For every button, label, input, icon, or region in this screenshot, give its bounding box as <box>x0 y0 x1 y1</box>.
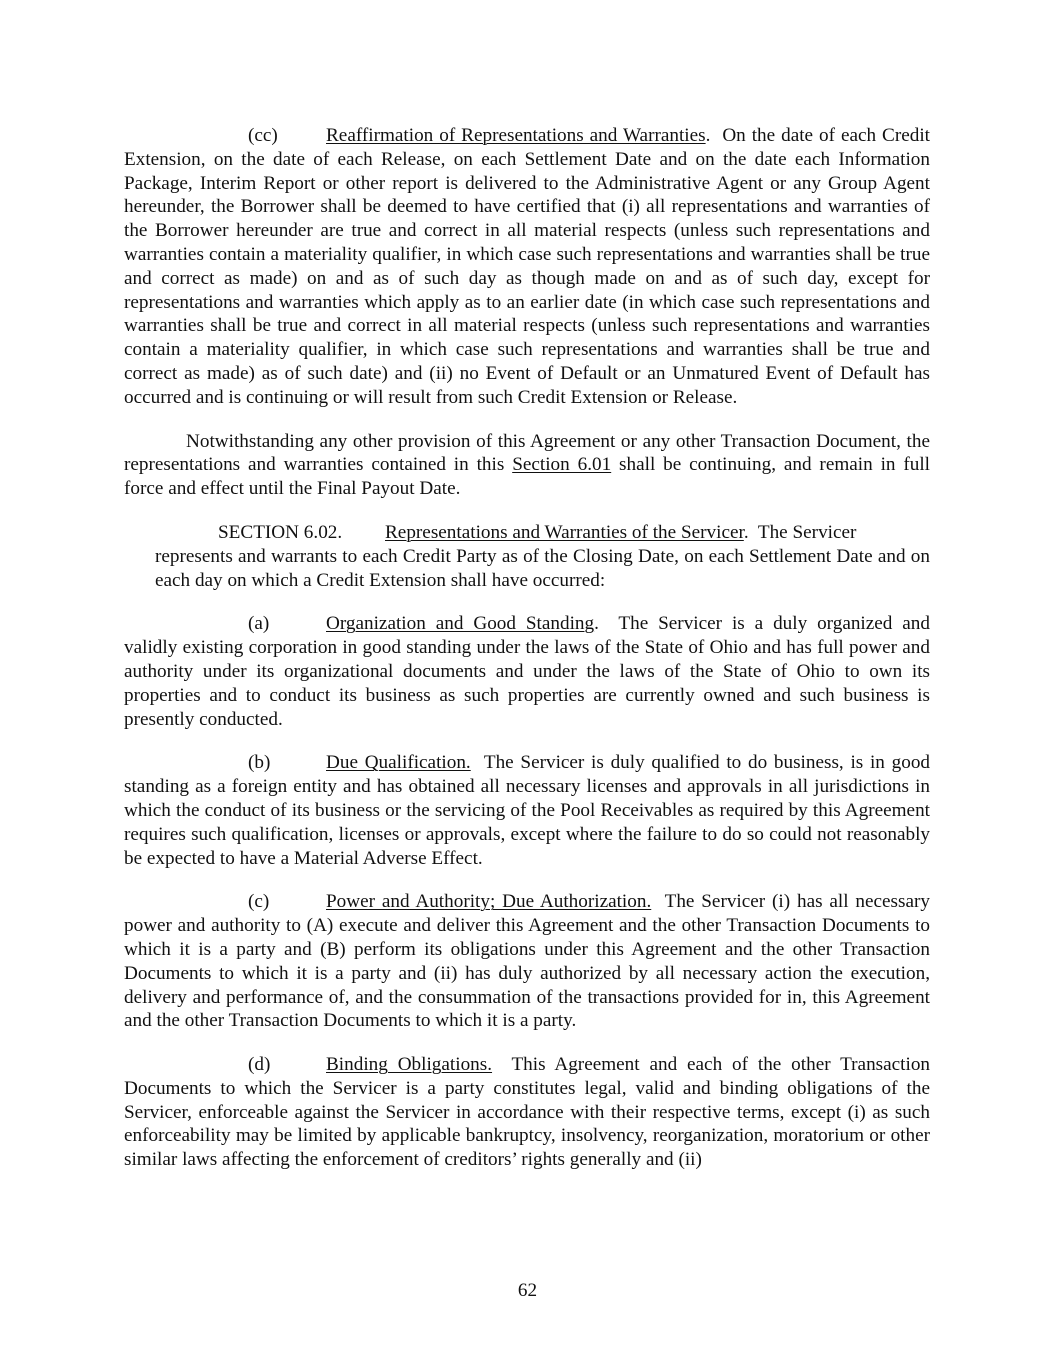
paragraph-b <box>124 751 930 870</box>
section-6-02 <box>124 521 930 592</box>
clause-label: (cc) <box>248 125 278 146</box>
clause-heading-punct: . <box>705 125 711 146</box>
paragraph-a <box>124 612 930 731</box>
clause-label: (b) <box>248 752 271 774</box>
clause-body: The Servicer (i) has all necessary power and authority to (A) execute and deliver this Agreement and the other Transaction Documents to which it is a party and (B) perform its obligations under this Agreement and the other Transaction Documents to which it is a party and (ii) has duly authorized by all necessary action the execution, delivery and performance of, and the consummation of the transactions provided for in, this Agreement and the other Transaction Documents to which it is a party. <box>124 891 930 1032</box>
paragraph-text-after: shall be continuing, and remain in full force and effect until the Final Payout Date. <box>124 454 930 500</box>
clause-label: (d) <box>248 1054 271 1076</box>
clause-heading: Reaffirmation of Representations and Warranties <box>326 125 706 146</box>
section-heading-punct: . <box>743 521 749 543</box>
clause-heading: Power and Authority; Due Authorization. <box>326 891 652 913</box>
page-number: 62 <box>517 1280 538 1301</box>
section-first-words: The Servicer <box>757 521 857 543</box>
section-body: represents and warrants to each Credit Party as of the Closing Date, on each Settlement Date and on each day on which a Credit Extension shall have occurred: <box>155 545 930 591</box>
section-heading-line <box>124 521 930 545</box>
clause-heading: Due Qualification. <box>326 752 471 774</box>
clause-label: (c) <box>248 891 270 913</box>
paragraph-text-before: Notwithstanding any other provision of this Agreement or any other Transaction Document, the representations and warranties contained in this <box>124 430 930 476</box>
section-reference-link: Section 6.01 <box>512 454 612 476</box>
clause-heading: Binding Obligations. <box>326 1054 493 1076</box>
clause-heading: Organization and Good Standing <box>326 613 595 635</box>
clause-label: (a) <box>248 613 270 635</box>
clause-body: The Servicer is a duly organized and validly existing corporation in good standing under the laws of the State of Ohio and has full power and authority under its organizational documents and under the laws of the State of Ohio to own its properties and to conduct its business as such properties are currently owned and such business is presently conducted. <box>124 613 930 730</box>
section-number: SECTION 6.02. <box>218 521 343 543</box>
document-page <box>124 124 930 1192</box>
paragraph-d <box>124 1053 930 1172</box>
paragraph-c <box>124 890 930 1033</box>
clause-body: The Servicer is duly qualified to do business, is in good standing as a foreign entity and has obtained all necessary licenses and approvals in all jurisdictions in which the conduct of its business or the servicing of the Pool Receivables as required by this Agreement requires such qualification, licenses or approvals, except where the failure to do so could not reasonably be expected to have a Material Adverse Effect. <box>124 752 931 869</box>
clause-body: This Agreement and each of the other Transaction Documents to which the Servicer is a party constitutes legal, valid and binding obligations of the Servicer, enforceable against the Servicer in accordance with their respective terms, except (i) as such enforceability may be limited by applicable bankruptcy, insolvency, reorganization, moratorium or other similar laws affecting the enforcement of creditors’ rights generally and (ii) <box>124 1054 931 1171</box>
paragraph-notwithstanding <box>124 430 930 501</box>
section-heading: Representations and Warranties of the Servicer <box>385 521 744 543</box>
paragraph-cc <box>124 124 930 410</box>
clause-body: On the date of each Credit Extension, on the date of each Release, on each Settlement Date and on the date each Information Package, Interim Report or other report is delivered to the Administrative Agent or any Group Agent hereunder, the Borrower shall be deemed to have certified that (i) all representations and warranties of the Borrower hereunder are true and correct in all material respects (unless such representations and warranties contain a materiality qualifier, in which case such representations and warranties shall be true and correct as made) on and as of such day as though made on and as of such day, except for representations and warranties which apply as to an earlier date (in which case such representations and warranties shall be true and correct in all material respects (unless such representations and warranties contain a materiality qualifier, in which case such representations and warranties shall be true and correct as made) as of such date) and (ii) no Event of Default or an Unmatured Event of Default has occurred and is continuing or will result from such Credit Extension or Release. <box>124 125 931 408</box>
clause-heading-punct: . <box>594 613 599 635</box>
